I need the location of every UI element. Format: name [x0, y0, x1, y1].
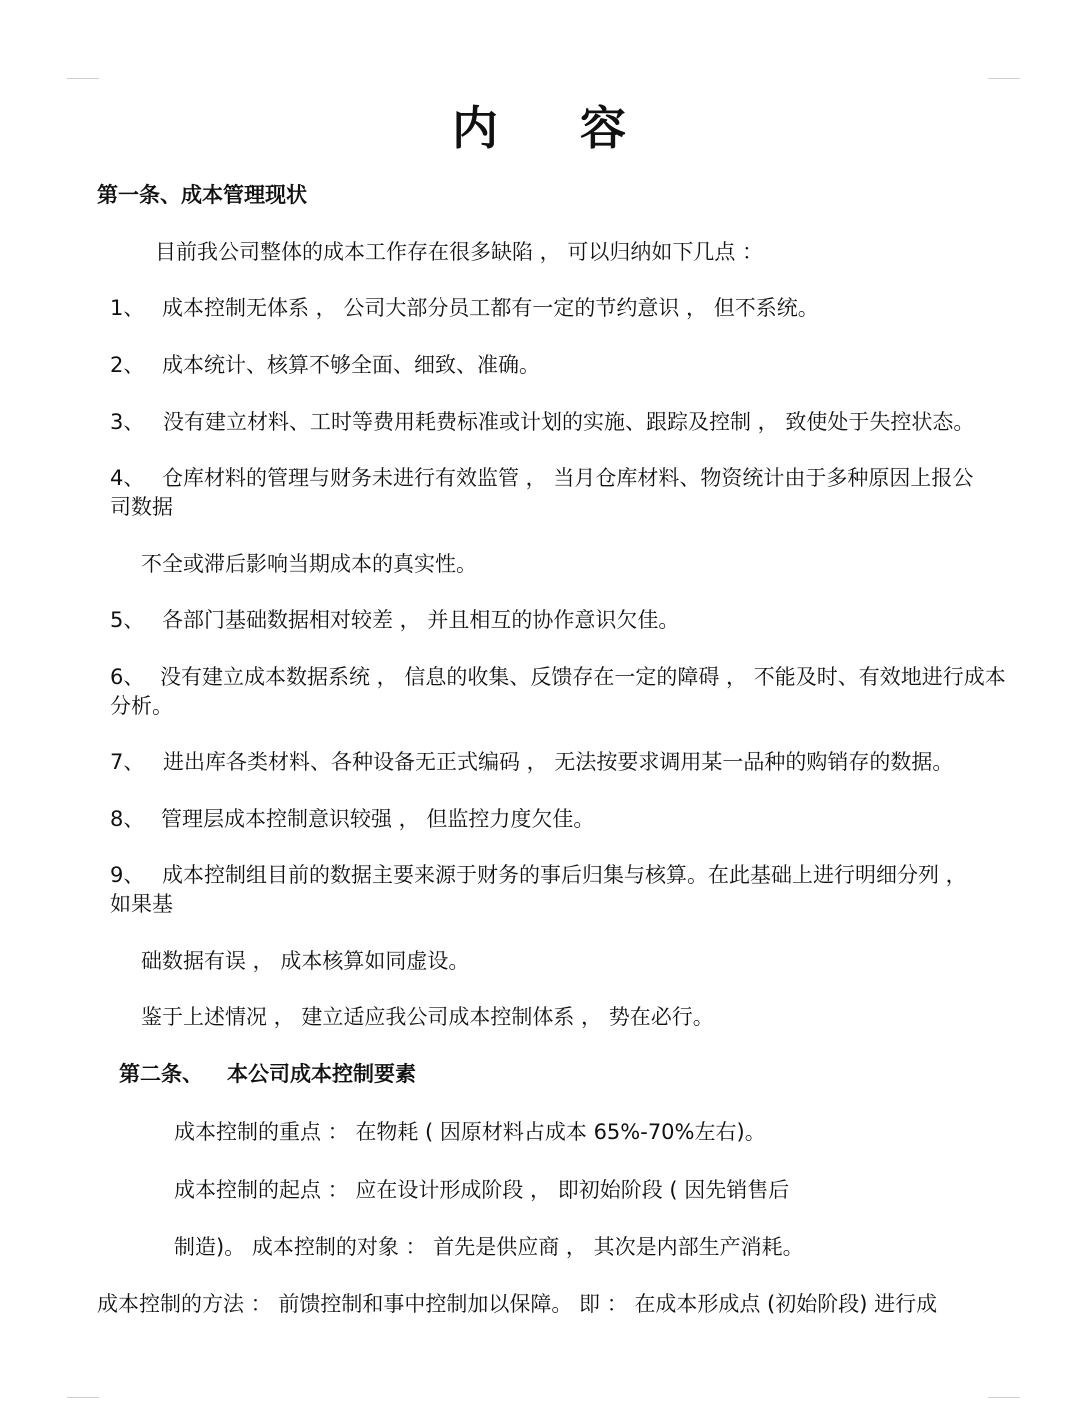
- list-item-text: 没有建立成本数据系统 ， 信息的收集、反馈存在一定的障碍 ， 不能及时、有效地进行成本: [160, 665, 1006, 689]
- list-item: [110, 606, 679, 635]
- list-item-text: 仓库材料的管理与财务未进行有效监管 ， 当月仓库材料、物资统计由于多种原因上报公: [162, 466, 974, 490]
- page-corner-mark: [988, 78, 1020, 79]
- list-item: [110, 294, 819, 323]
- list-item-text: 各部门基础数据相对较差 ， 并且相互的协作意识欠佳。: [162, 608, 680, 632]
- list-item-continuation: 分析。: [110, 694, 173, 718]
- list-item-number: 2、: [110, 353, 145, 377]
- list-item: [110, 351, 540, 380]
- article1-heading: 第一条、成本管理现状: [97, 183, 307, 207]
- list-item-number: 6、: [110, 665, 145, 689]
- list-item-text: 没有建立材料、工时等费用耗费标准或计划的实施、跟踪及控制 ， 致使处于失控状态。: [163, 410, 975, 434]
- article1-intro: 目前我公司整体的成本工作存在很多缺陷 ， 可以归纳如下几点 ：: [155, 240, 764, 264]
- article2-heading-text: 本公司成本控制要素: [227, 1062, 416, 1086]
- list-item-text: 成本控制无体系 ， 公司大部分员工都有一定的节约意识 ， 但不系统。: [162, 296, 819, 320]
- list-item-number: 1、: [110, 296, 145, 320]
- cost-control-method: 成本控制的方法 ： 前馈控制和事中控制加以保障。 即 ： 在成本形成点 (初始阶段) 进行成: [97, 1292, 938, 1316]
- list-item: [110, 663, 1006, 692]
- list-item: [110, 861, 967, 890]
- list-item-number: 5、: [110, 608, 145, 632]
- article2-heading-number: 第二条、: [119, 1062, 203, 1086]
- list-item-continuation: 如果基: [110, 892, 173, 916]
- list-item-text: 管理层成本控制意识较强 ， 但监控力度欠佳。: [161, 807, 595, 831]
- page-corner-mark: [988, 1397, 1020, 1398]
- list-item: [110, 408, 974, 437]
- page-title-left: 内: [452, 101, 500, 155]
- list-item-number: 7、: [110, 750, 145, 774]
- list-item-number: 3、: [110, 410, 145, 434]
- list-item: [110, 464, 973, 493]
- list-item-number: 9、: [110, 863, 145, 887]
- list-item-number: 4、: [110, 466, 145, 490]
- article1-conclusion: 鉴于上述情况 ， 建立适应我公司成本控制体系 ， 势在必行。: [141, 1005, 714, 1029]
- list-item-text: 成本控制组目前的数据主要来源于财务的事后归集与核算。在此基础上进行明细分列 ，: [162, 863, 967, 887]
- cost-control-focus: 成本控制的重点 ： 在物耗 ( 因原材料占成本 65%-70%左右)。: [174, 1120, 766, 1144]
- page-title-right: 容: [580, 101, 628, 155]
- list-item-tail: 础数据有误 ， 成本核算如同虚设。: [141, 949, 470, 973]
- page-corner-mark: [67, 1397, 99, 1398]
- list-item-text: 成本统计、核算不够全面、细致、准确。: [162, 353, 540, 377]
- list-item: [110, 748, 953, 777]
- list-item: [110, 805, 594, 834]
- article2-heading: [119, 1060, 416, 1089]
- list-item-text: 进出库各类材料、各种设备无正式编码 ， 无法按要求调用某一品种的购销存的数据。: [163, 750, 954, 774]
- list-item-tail: 不全或滞后影响当期成本的真实性。: [141, 552, 477, 576]
- list-item-continuation: 司数据: [110, 495, 173, 519]
- page-corner-mark: [67, 78, 99, 79]
- cost-control-start: 成本控制的起点 ： 应在设计形成阶段 ， 即初始阶段 ( 因先销售后: [174, 1178, 790, 1202]
- cost-control-object: 制造)。 成本控制的对象 ： 首先是供应商 ， 其次是内部生产消耗。: [174, 1235, 804, 1259]
- list-item-number: 8、: [110, 807, 145, 831]
- page-title: [0, 92, 1080, 158]
